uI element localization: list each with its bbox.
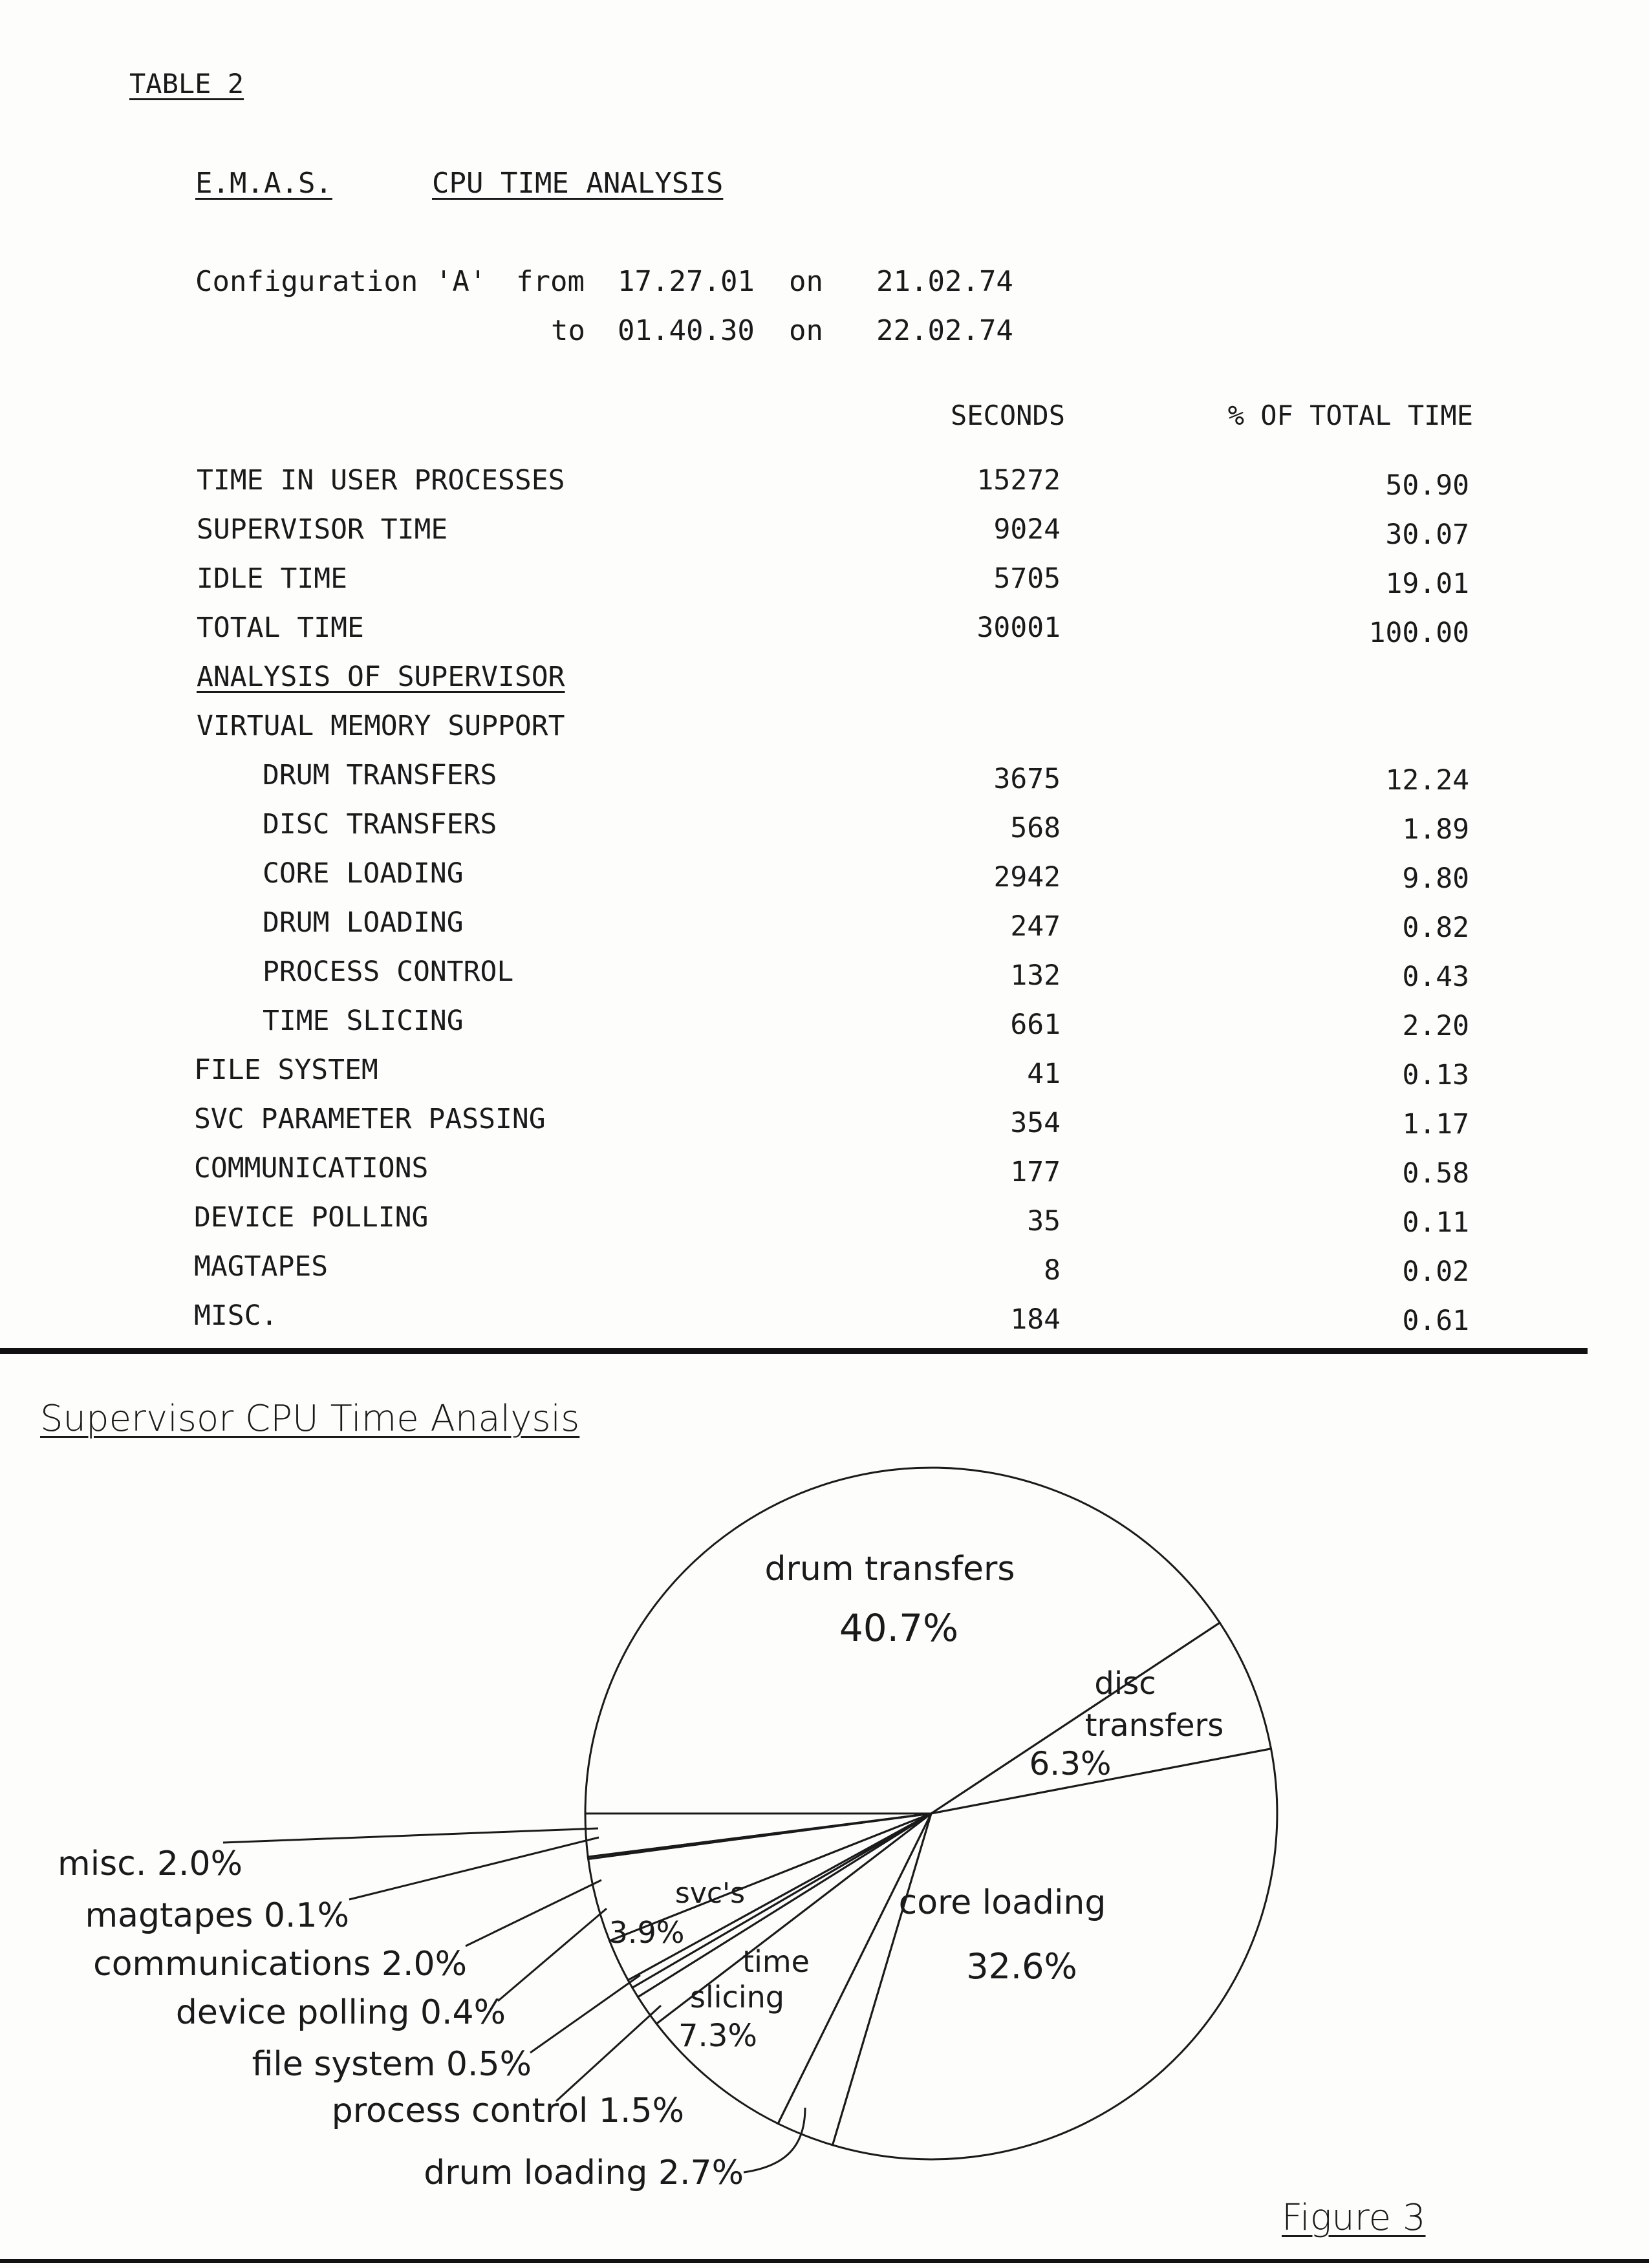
leader-line-file-system xyxy=(530,1975,640,2053)
row-label: TIME IN USER PROCESSES xyxy=(197,464,565,497)
table-row xyxy=(0,562,1649,608)
pie-slice-misc xyxy=(585,1813,931,1857)
table-row xyxy=(0,1005,1649,1050)
outside-label-communications: communications 2.0% xyxy=(93,1945,467,1984)
table-title: CPU TIME ANALYSIS xyxy=(432,167,724,200)
config-label: Configuration 'A' xyxy=(195,265,487,298)
row-seconds: 177 xyxy=(1010,1156,1061,1188)
table-row xyxy=(0,710,1649,755)
from-word: from xyxy=(516,265,585,298)
system-name: E.M.A.S. xyxy=(195,167,332,200)
to-time: 01.40.30 xyxy=(618,314,755,347)
column-header-seconds: SECONDS xyxy=(950,400,1065,431)
row-percent: 100.00 xyxy=(1368,617,1469,649)
row-label: DEVICE POLLING xyxy=(194,1201,429,1234)
column-header-percent: % OF TOTAL TIME xyxy=(1227,400,1473,431)
row-seconds: 132 xyxy=(1010,959,1061,992)
row-label: SVC PARAMETER PASSING xyxy=(194,1103,546,1135)
row-label: IDLE TIME xyxy=(197,562,347,595)
table-row xyxy=(0,1103,1649,1148)
leader-line-communications xyxy=(466,1880,601,1946)
to-on-word: on xyxy=(789,314,823,347)
row-percent: 0.11 xyxy=(1402,1206,1469,1239)
slice-value-svcs: 3.9% xyxy=(609,1915,685,1950)
table-row xyxy=(0,808,1649,853)
pie-chart xyxy=(0,1358,1649,2263)
from-time: 17.27.01 xyxy=(618,265,755,298)
outside-label-misc: misc. 2.0% xyxy=(58,1845,242,1883)
pie-slice-drum-loading xyxy=(778,1813,931,2145)
row-percent: 0.13 xyxy=(1402,1059,1469,1091)
row-seconds: 35 xyxy=(1027,1205,1061,1237)
section-divider xyxy=(0,1348,1588,1354)
row-label: DRUM LOADING xyxy=(263,906,464,939)
row-seconds: 41 xyxy=(1027,1058,1061,1090)
row-label: MISC. xyxy=(194,1300,278,1332)
row-seconds: 354 xyxy=(1010,1107,1061,1139)
to-word: to xyxy=(551,314,585,347)
slice-value-drum-transfers: 40.7% xyxy=(839,1606,959,1650)
outside-label-file-system: file system 0.5% xyxy=(252,2045,532,2084)
row-label: MAGTAPES xyxy=(194,1250,329,1283)
row-label: COMMUNICATIONS xyxy=(194,1152,429,1184)
outside-label-device-polling: device polling 0.4% xyxy=(175,1993,506,2032)
slice-label-slicing: slicing xyxy=(690,1980,784,2015)
row-seconds: 247 xyxy=(1010,910,1061,943)
outside-label-drum-loading: drum loading 2.7% xyxy=(424,2154,744,2192)
slice-label-transfers: transfers xyxy=(1084,1707,1224,1744)
row-percent: 0.82 xyxy=(1402,912,1469,944)
from-date: 21.02.74 xyxy=(876,265,1013,298)
table-row xyxy=(0,1054,1649,1099)
to-date: 22.02.74 xyxy=(876,314,1013,347)
row-percent: 2.20 xyxy=(1402,1010,1469,1042)
row-seconds: 2942 xyxy=(993,861,1061,893)
table-row xyxy=(0,1152,1649,1197)
leader-line-magtapes xyxy=(349,1837,599,1899)
table-row xyxy=(0,759,1649,804)
row-seconds: 5705 xyxy=(993,562,1061,595)
slice-label-drum-transfers: drum transfers xyxy=(764,1550,1015,1589)
leader-line-process-control xyxy=(556,2006,661,2101)
row-seconds: 8 xyxy=(1044,1254,1061,1287)
slice-label-svcs: svc's xyxy=(674,1877,746,1910)
row-percent: 19.01 xyxy=(1385,568,1469,600)
row-label: SUPERVISOR TIME xyxy=(197,513,448,546)
table-row xyxy=(0,857,1649,903)
row-percent: 0.43 xyxy=(1402,961,1469,993)
leader-line-misc xyxy=(223,1828,598,1843)
row-label: TIME SLICING xyxy=(263,1005,464,1037)
leader-line-drum-loading xyxy=(744,2108,805,2172)
slice-value-time-slicing: 7.3% xyxy=(678,2018,757,2054)
row-label: CORE LOADING xyxy=(263,857,464,890)
row-percent: 12.24 xyxy=(1385,764,1469,797)
row-label: FILE SYSTEM xyxy=(194,1054,378,1086)
row-seconds: 30001 xyxy=(976,612,1061,644)
row-label: VIRTUAL MEMORY SUPPORT xyxy=(197,710,565,742)
slice-label-core-loading: core loading xyxy=(898,1883,1106,1922)
row-seconds: 3675 xyxy=(993,763,1061,795)
from-on-word: on xyxy=(789,265,823,298)
table-row xyxy=(0,661,1649,706)
row-seconds: 568 xyxy=(1010,812,1061,844)
table-row xyxy=(0,612,1649,657)
bottom-rule xyxy=(0,2259,1649,2263)
slice-value-disc-transfers: 6.3% xyxy=(1029,1745,1112,1782)
row-percent: 0.02 xyxy=(1402,1256,1469,1288)
slice-value-core-loading: 32.6% xyxy=(966,1946,1077,1987)
table-row xyxy=(0,1300,1649,1345)
table-row xyxy=(0,1201,1649,1246)
row-percent: 30.07 xyxy=(1385,519,1469,551)
slice-label-disc: disc xyxy=(1094,1665,1156,1702)
row-percent: 50.90 xyxy=(1385,469,1469,502)
table-row xyxy=(0,1250,1649,1296)
row-seconds: 184 xyxy=(1010,1303,1061,1336)
row-seconds: 661 xyxy=(1010,1009,1061,1041)
row-label: DRUM TRANSFERS xyxy=(263,759,497,791)
row-percent: 1.89 xyxy=(1402,813,1469,846)
row-percent: 1.17 xyxy=(1402,1108,1469,1140)
table-row xyxy=(0,906,1649,952)
row-percent: 0.58 xyxy=(1402,1157,1469,1190)
slice-label-time: time xyxy=(742,1944,810,1979)
row-label: TOTAL TIME xyxy=(197,612,364,644)
figure-title: Supervisor CPU Time Analysis xyxy=(40,1398,580,1440)
row-seconds: 9024 xyxy=(993,513,1061,546)
table-row xyxy=(0,513,1649,559)
figure-label: Figure 3 xyxy=(1282,2197,1426,2239)
row-seconds: 15272 xyxy=(976,464,1061,497)
section-heading: ANALYSIS OF SUPERVISOR xyxy=(197,661,565,693)
row-label: DISC TRANSFERS xyxy=(263,808,497,840)
table-heading: TABLE 2 xyxy=(129,68,244,100)
outside-label-process-control: process control 1.5% xyxy=(331,2091,684,2130)
outside-label-magtapes: magtapes 0.1% xyxy=(85,1896,349,1935)
row-label: PROCESS CONTROL xyxy=(263,956,514,988)
row-percent: 9.80 xyxy=(1402,862,1469,895)
row-percent: 0.61 xyxy=(1402,1305,1469,1337)
table-row xyxy=(0,464,1649,509)
table-row xyxy=(0,956,1649,1001)
